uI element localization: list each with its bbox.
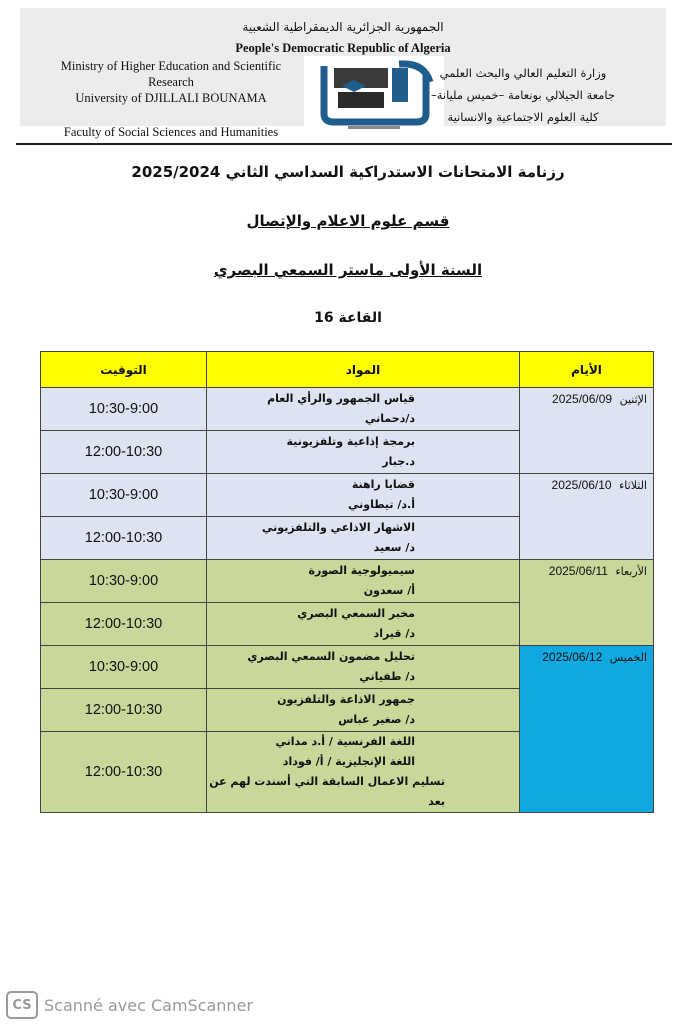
subject-cell	[207, 517, 520, 560]
day-cell	[520, 560, 654, 646]
letterhead	[20, 8, 666, 139]
time-cell: 10:30-9:00	[41, 646, 207, 689]
day-cell	[520, 388, 654, 474]
table-row	[41, 646, 654, 689]
time-cell: 12:00-10:30	[41, 732, 207, 813]
ministry-line-2: Research	[148, 75, 194, 89]
subject-cell	[207, 603, 520, 646]
subject-name: اللغة الفرنسية / أ.د مداني	[275, 735, 415, 748]
day-date: 2025/06/10	[551, 478, 612, 492]
subject-cell	[207, 689, 520, 732]
faculty-name: Faculty of Social Sciences and Humanities	[63, 125, 279, 139]
subject-cell	[207, 474, 520, 517]
calendar-title: رزنامة الامتحانات الاستدراكية السداسي الثاني 2025/2024	[131, 163, 565, 181]
time-cell: 12:00-10:30	[41, 431, 207, 474]
arabic-faculty: كلية العلوم الاجتماعية والانسانية	[447, 110, 599, 124]
time-cell: 12:00-10:30	[41, 517, 207, 560]
teacher-name: د.جبار	[382, 455, 415, 468]
subject-cell	[207, 732, 520, 813]
subject-name: برمجة إذاعية وتلفزيونية	[286, 435, 415, 448]
time-cell: 12:00-10:30	[41, 603, 207, 646]
subject-name: قضايا راهنة	[351, 478, 415, 491]
table-row	[41, 388, 654, 431]
teacher-name: د/دحماني	[365, 412, 415, 425]
subject-name: تحليل مضمون السمعي البصري	[247, 650, 415, 663]
day-cell	[520, 474, 654, 560]
arabic-institution-block	[412, 62, 634, 128]
day-name: الثلاثاء	[619, 479, 647, 492]
camscanner-logo-icon: CS	[6, 991, 38, 1019]
arabic-ministry: وزارة التعليم العالي والبحث العلمي	[439, 66, 607, 80]
teacher-name: د/ قيراد	[373, 627, 415, 640]
day-date: 2025/06/12	[542, 650, 603, 664]
time-cell: 10:30-9:00	[41, 474, 207, 517]
subject-cell	[207, 646, 520, 689]
camscanner-text: Scanné avec CamScanner	[44, 995, 253, 1015]
table-header-row	[41, 352, 654, 388]
level-title: السنة الأولى ماستر السمعي البصري	[213, 261, 483, 279]
time-cell: 12:00-10:30	[41, 689, 207, 732]
subject-name: سيميولوجية الصورة	[308, 564, 415, 577]
subjects-column-header: المواد	[207, 352, 520, 388]
teacher-name: د/ صغير عباس	[338, 713, 415, 726]
exam-schedule-table	[40, 351, 654, 813]
teacher-name: د/ طفياني	[359, 670, 415, 683]
ministry-line-1: Ministry of Higher Education and Scientific	[60, 59, 282, 73]
table-row	[41, 560, 654, 603]
department-title: قسم علوم الاعلام والإتصال	[246, 212, 450, 230]
subject-cell	[207, 560, 520, 603]
english-republic-name: People's Democratic Republic of Algeria	[235, 41, 451, 55]
teacher-name: أ.د/ تيطاوني	[347, 498, 415, 511]
time-column-header: التوقيت	[41, 352, 207, 388]
day-name: الإثنين	[619, 393, 647, 406]
day-date: 2025/06/09	[552, 392, 613, 406]
days-column-header: الأيام	[520, 352, 654, 388]
time-cell: 10:30-9:00	[41, 560, 207, 603]
subject-cell	[207, 388, 520, 431]
time-cell: 10:30-9:00	[41, 388, 207, 431]
subject-name: الاشهار الاذاعي والتلفزيوني	[262, 521, 415, 534]
exam-note: تسليم الاعمال السابقة التي أسندت لهم عن بعد	[209, 775, 445, 808]
teacher-name: اللغة الإنجليزية / أ/ فوداد	[282, 755, 415, 768]
room-title: القاعة 16	[314, 310, 382, 326]
header-divider	[16, 143, 672, 145]
day-date: 2025/06/11	[548, 564, 608, 578]
table-row	[41, 474, 654, 517]
camscanner-watermark	[6, 990, 253, 1020]
subject-name: جمهور الاذاعة والتلفزيون	[277, 693, 415, 706]
university-name: University of DJILLALI BOUNAMA	[75, 91, 267, 105]
subject-cell	[207, 431, 520, 474]
subject-name: قياس الجمهور والرأي العام	[267, 392, 415, 405]
day-name: الأربعاء	[615, 565, 647, 578]
arabic-republic-name: الجمهورية الجزائرية الديمقراطية الشعبية	[242, 20, 444, 34]
subject-name: مخبر السمعي البصري	[297, 607, 415, 620]
english-institution-block	[42, 58, 300, 140]
arabic-university: جامعة الجيلالي بونعامة –خميس مليانة–	[430, 88, 616, 102]
teacher-name: أ/ سعدون	[363, 584, 415, 597]
teacher-name: د/ سعيد	[373, 541, 415, 554]
day-cell	[520, 646, 654, 813]
day-name: الخميس	[609, 651, 647, 664]
